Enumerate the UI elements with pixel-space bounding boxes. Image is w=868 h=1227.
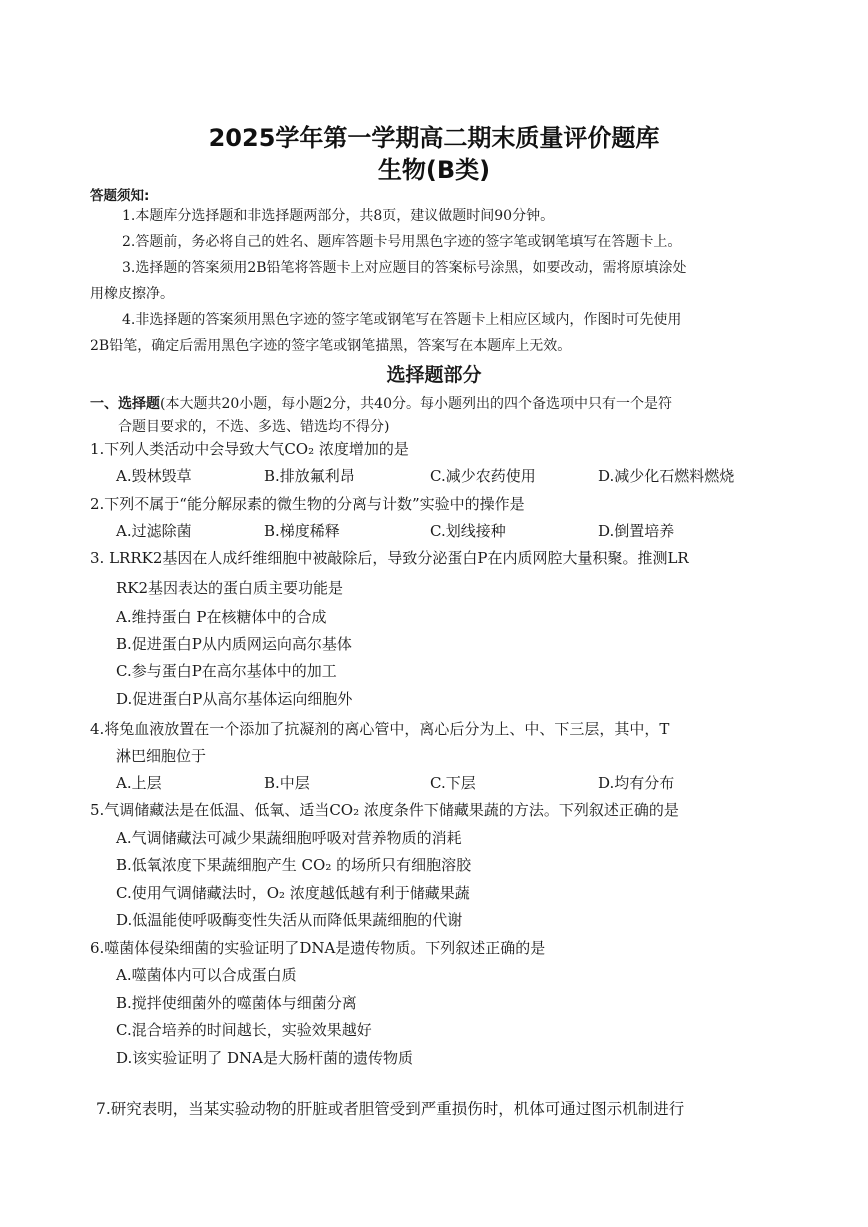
option-c: C.划线接种: [430, 522, 506, 540]
option-b: B.梯度稀释: [264, 522, 340, 540]
option-c: C.使用气调储藏法时，O₂ 浓度越低越有利于储藏果蔬: [116, 884, 470, 902]
notice-item: 2B铅笔，确定后需用黑色字迹的签字笔或钢笔描黑，答案写在本题库上无效。: [90, 338, 572, 354]
option-d: D.减少化石燃料燃烧: [598, 467, 735, 485]
exam-subtitle: 生物(B类): [377, 156, 491, 184]
option-c: C.减少农药使用: [430, 467, 536, 485]
option-b: B.中层: [264, 774, 310, 792]
question-6-stem: 6.噬菌体侵染细菌的实验证明了DNA是遗传物质。下列叙述正确的是: [90, 939, 546, 957]
option-d: D.该实验证明了 DNA是大肠杆菌的遗传物质: [116, 1049, 414, 1067]
question-5-stem: 5.气调储藏法是在低温、低氧、适当CO₂ 浓度条件下储藏果蔬的方法。下列叙述正确的是: [90, 801, 679, 819]
notice-item: 2.答题前，务必将自己的姓名、题库答题卡号用黑色字迹的签字笔或钢笔填写在答题卡上。: [122, 234, 682, 250]
question-4-options: [116, 770, 796, 797]
option-c: C.参与蛋白P在高尔基体中的加工: [116, 662, 337, 680]
question-2-stem: 2.下列不属于“能分解尿素的微生物的分离与计数”实验中的操作是: [90, 495, 525, 513]
option-d: D.倒置培养: [598, 522, 675, 540]
question-3-stem-cont: RK2基因表达的蛋白质主要功能是: [116, 579, 344, 597]
question-2-options: [116, 518, 796, 545]
question-1-options: [116, 463, 796, 490]
question-4-stem: 4.将兔血液放置在一个添加了抗凝剂的离心管中，离心后分为上、中、下三层，其中，T: [90, 720, 670, 738]
option-b: B.促进蛋白P从内质网运向高尔基体: [116, 635, 352, 653]
part-desc-cont: 合题目要求的，不选、多选、错选均不得分): [118, 419, 390, 435]
option-d: D.低温能使呼吸酶变性失活从而降低果蔬细胞的代谢: [116, 911, 463, 929]
notice-item: 1.本题库分选择题和非选择题两部分，共8页，建议做题时间90分钟。: [122, 208, 555, 224]
option-a: A.气调储藏法可减少果蔬细胞呼吸对营养物质的消耗: [116, 829, 462, 847]
question-1-stem: 1.下列人类活动中会导致大气CO₂ 浓度增加的是: [90, 440, 409, 458]
option-a: A.过滤除菌: [116, 522, 192, 540]
exam-title: 2025学年第一学期高二期末质量评价题库: [208, 124, 660, 152]
option-b: B.排放氟利昂: [264, 467, 355, 485]
option-a: A.维持蛋白 P在核糖体中的合成: [116, 608, 327, 626]
notice-heading: 答题须知:: [90, 188, 150, 204]
part-label: 一、选择题: [90, 396, 160, 412]
notice-list: [90, 203, 780, 359]
option-a: A.上层: [116, 774, 162, 792]
question-3-stem: 3. LRRK2基因在人成纤维细胞中被敲除后，导致分泌蛋白P在内质网腔大量积聚。推测LR: [90, 549, 689, 567]
option-a: A.毁林毁草: [116, 467, 192, 485]
part-header: [90, 393, 780, 439]
question-7-stem: 7.研究表明，当某实验动物的肝脏或者胆管受到严重损伤时，机体可通过图示机制进行: [96, 1100, 685, 1118]
option-a: A.噬菌体内可以合成蛋白质: [116, 966, 297, 984]
part-desc: (本大题共20小题，每小题2分，共40分。每小题列出的四个备选项中只有一个是符: [160, 396, 672, 412]
option-d: D.均有分布: [598, 774, 675, 792]
option-b: B.低氧浓度下果蔬细胞产生 CO₂ 的场所只有细胞溶胶: [116, 856, 472, 874]
notice-item: 用橡皮擦净。: [90, 286, 174, 302]
option-d: D.促进蛋白P从高尔基体运向细胞外: [116, 690, 353, 708]
notice-item: 4.非选择题的答案须用黑色字迹的签字笔或钢笔写在答题卡上相应区域内，作图时可先使用: [122, 312, 682, 328]
option-c: C.下层: [430, 774, 476, 792]
section-title: 选择题部分: [386, 364, 482, 386]
option-b: B.搅拌使细菌外的噬菌体与细菌分离: [116, 994, 357, 1012]
question-4-stem-cont: 淋巴细胞位于: [116, 747, 207, 765]
option-c: C.混合培养的时间越长，实验效果越好: [116, 1021, 372, 1039]
notice-item: 3.选择题的答案须用2B铅笔将答题卡上对应题目的答案标号涂黑，如要改动，需将原填涂处: [122, 260, 687, 276]
